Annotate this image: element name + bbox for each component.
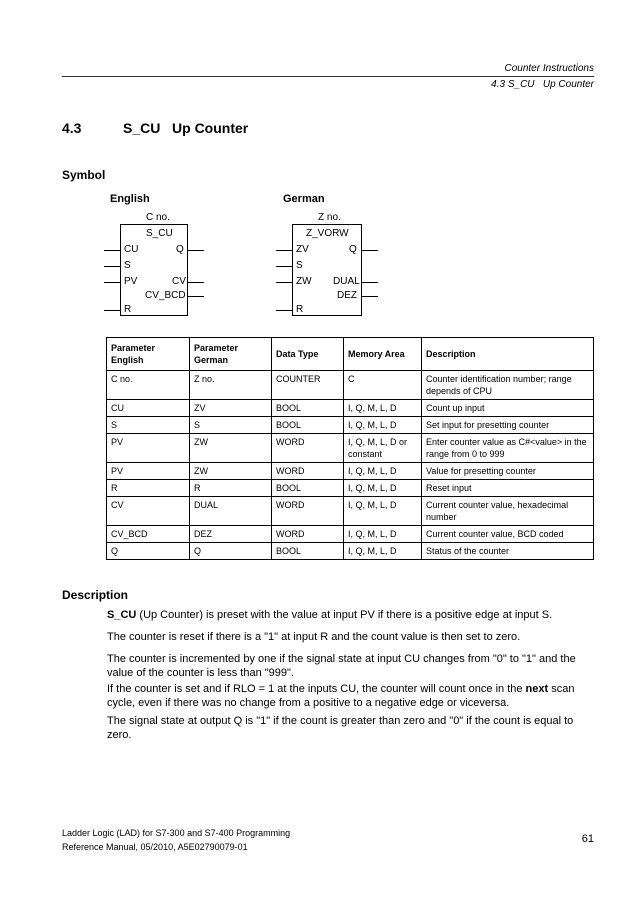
table-cell: Q	[107, 543, 190, 560]
header-chapter: Counter Instructions	[504, 63, 594, 74]
table-cell: R	[190, 480, 272, 497]
english-wire-q	[188, 250, 204, 251]
table-cell: WORD	[272, 434, 344, 463]
german-wire-dez	[362, 296, 378, 297]
table-cell: BOOL	[272, 480, 344, 497]
table-row	[107, 480, 594, 497]
table-cell: BOOL	[272, 400, 344, 417]
table-cell: Reset input	[422, 480, 594, 497]
table-cell: CU	[107, 400, 190, 417]
table-cell: I, Q, M, L, D	[344, 543, 422, 560]
table-cell: Current counter value, hexadecimal number	[422, 497, 594, 526]
english-label: English	[110, 193, 150, 205]
table-header: Description	[422, 338, 594, 371]
german-pin-zw: ZW	[296, 276, 312, 287]
table-cell: Z no.	[190, 371, 272, 400]
table-cell: I, Q, M, L, D	[344, 480, 422, 497]
table-row	[107, 434, 594, 463]
table-cell: I, Q, M, L, D	[344, 463, 422, 480]
table-cell: I, Q, M, L, D	[344, 400, 422, 417]
description-paragraph: The counter is reset if there is a "1" at input R and the count value is then set to zero.	[107, 631, 521, 643]
german-wire-q	[362, 250, 378, 251]
german-label: German	[283, 193, 325, 205]
table-cell: COUNTER	[272, 371, 344, 400]
description-bold-term: next	[525, 683, 549, 695]
table-cell: I, Q, M, L, D or constant	[344, 434, 422, 463]
english-wire-s	[104, 266, 120, 267]
table-cell: ZV	[190, 400, 272, 417]
parameter-table	[106, 337, 594, 560]
description-heading: Description	[62, 588, 129, 602]
table-cell: Status of the counter	[422, 543, 594, 560]
description-paragraph: The counter is incremented by one if the signal state at input CU changes from "0" to "1" and the value of the counter is less than "999".	[107, 653, 576, 679]
table-cell: CV_BCD	[107, 526, 190, 543]
german-wire-dual	[362, 282, 378, 283]
table-cell: CV	[107, 497, 190, 526]
table-cell: Counter identification number; range depends of CPU	[422, 371, 594, 400]
table-header: Parameter German	[190, 338, 272, 371]
german-pin-s: S	[296, 260, 303, 271]
english-pin-cu: CU	[124, 244, 139, 255]
english-pin-s: S	[124, 260, 131, 271]
german-pin-dual: DUAL	[333, 276, 360, 287]
english-pin-cv: CV	[172, 276, 186, 287]
english-wire-r	[104, 310, 120, 311]
table-cell: ZW	[190, 434, 272, 463]
table-cell: WORD	[272, 526, 344, 543]
german-pin-r: R	[296, 304, 304, 315]
german-pin-q: Q	[349, 244, 357, 255]
table-row	[107, 417, 594, 434]
table-cell: Enter counter value as C#<value> in the range from 0 to 999	[422, 434, 594, 463]
table-header: Data Type	[272, 338, 344, 371]
german-wire-r	[276, 310, 292, 311]
page-number: 61	[581, 833, 594, 845]
table-cell: I, Q, M, L, D	[344, 497, 422, 526]
english-wire-cv-bcd	[188, 296, 204, 297]
table-row	[107, 371, 594, 400]
english-counter-no: C no.	[146, 212, 170, 223]
german-block-name: Z_VORW	[306, 228, 349, 239]
german-counter-no: Z no.	[318, 212, 341, 223]
english-block-name: S_CU	[146, 228, 173, 239]
english-pin-cv-bcd: CV_BCD	[145, 290, 186, 301]
german-wire-zv	[276, 250, 292, 251]
table-cell: WORD	[272, 463, 344, 480]
symbol-heading: Symbol	[62, 168, 106, 182]
description-text: (Up Counter) is preset with the value at input PV if there is a positive edge at input S.	[136, 609, 553, 621]
description-text: If the counter is set and if RLO = 1 at the inputs CU, the counter will count once in the	[107, 683, 526, 695]
table-cell: ZW	[190, 463, 272, 480]
table-cell: C	[344, 371, 422, 400]
section-number: 4.3	[62, 120, 82, 136]
table-cell: S	[190, 417, 272, 434]
english-pin-pv: PV	[124, 276, 138, 287]
table-header: Parameter English	[107, 338, 190, 371]
table-cell: Q	[190, 543, 272, 560]
table-row	[107, 497, 594, 526]
header-rule	[62, 76, 594, 77]
table-cell: PV	[107, 434, 190, 463]
description-text: scan cycle, even if there was no change from a positive to a negative edge or viceversa.	[107, 683, 575, 709]
german-wire-s	[276, 266, 292, 267]
table-cell: DUAL	[190, 497, 272, 526]
english-wire-cu	[104, 250, 120, 251]
table-cell: C no.	[107, 371, 190, 400]
footer-title: Ladder Logic (LAD) for S7-300 and S7-400 Programming	[62, 828, 291, 838]
table-row	[107, 400, 594, 417]
table-header: Memory Area	[344, 338, 422, 371]
table-cell: Value for presetting counter	[422, 463, 594, 480]
header-section: 4.3 S_CU Up Counter	[491, 79, 594, 90]
table-row	[107, 463, 594, 480]
footer-reference: Reference Manual, 05/2010, A5E02790079-01	[62, 842, 248, 852]
english-pin-r: R	[124, 304, 132, 315]
section-title: S_CU Up Counter	[123, 120, 249, 136]
table-row	[107, 543, 594, 560]
german-pin-zv: ZV	[296, 244, 309, 255]
table-cell: Set input for presetting counter	[422, 417, 594, 434]
table-cell: DEZ	[190, 526, 272, 543]
english-pin-q: Q	[176, 244, 184, 255]
table-cell: WORD	[272, 497, 344, 526]
table-cell: I, Q, M, L, D	[344, 526, 422, 543]
table-cell: Count up input	[422, 400, 594, 417]
table-cell: BOOL	[272, 417, 344, 434]
table-header-row	[107, 338, 594, 371]
german-wire-zw	[276, 282, 292, 283]
english-wire-pv	[104, 282, 120, 283]
table-cell: R	[107, 480, 190, 497]
table-row	[107, 526, 594, 543]
english-wire-cv	[188, 282, 204, 283]
table-cell: I, Q, M, L, D	[344, 417, 422, 434]
german-pin-dez: DEZ	[337, 290, 357, 301]
description-paragraph: The signal state at output Q is "1" if the count is greater than zero and "0" if the count is equal to zero.	[107, 715, 574, 741]
description-paragraph	[107, 608, 595, 622]
table-cell: BOOL	[272, 543, 344, 560]
description-paragraph	[107, 682, 595, 710]
description-bold-term: S_CU	[107, 609, 137, 621]
table-cell: PV	[107, 463, 190, 480]
table-cell: S	[107, 417, 190, 434]
table-cell: Current counter value, BCD coded	[422, 526, 594, 543]
